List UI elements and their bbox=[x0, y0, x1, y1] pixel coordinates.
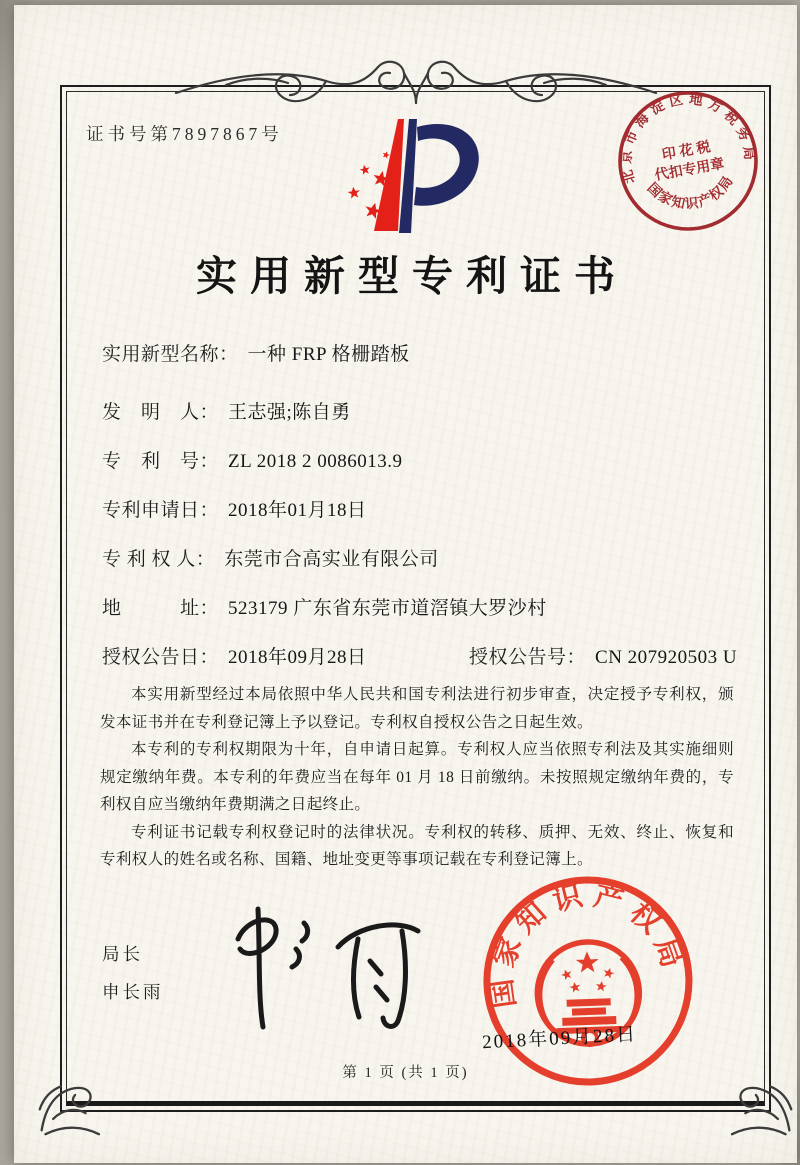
tax-stamp-line2: 代扣专用章 bbox=[653, 156, 726, 184]
seal-arc-text: 国家知识产权局 bbox=[485, 879, 688, 1011]
commissioner-signature bbox=[200, 903, 464, 1039]
field-label: 授权公告日： bbox=[102, 647, 220, 668]
field-value: 2018年09月28日 bbox=[228, 647, 367, 668]
tax-stamp-line1: 印 花 税 bbox=[660, 140, 712, 164]
field-value: 东莞市合高实业有限公司 bbox=[224, 549, 439, 570]
seal-date: 2018年09月28日 bbox=[481, 1024, 638, 1054]
field-label: 专 利 号： bbox=[102, 451, 220, 472]
legal-paragraph-3: 专利证书记载专利权登记时的法律状况。专利权的转移、质押、无效、终止、恢复和专利权人的姓名或名称、国籍、地址变更等事项记载在专利登记簿上。 bbox=[100, 823, 734, 868]
signatory-title: 局长 bbox=[102, 944, 143, 964]
certificate-title: 实用新型专利证书 bbox=[196, 253, 628, 299]
logo-blue-p bbox=[399, 119, 479, 233]
legal-text bbox=[100, 681, 734, 874]
field-list bbox=[102, 339, 750, 691]
tax-stamp-arc-top: 北京市海淀区地方税务局 bbox=[618, 91, 758, 186]
cnipa-logo bbox=[334, 115, 498, 237]
field-label: 发 明 人： bbox=[102, 402, 220, 423]
field-label: 专 利 权 人： bbox=[102, 549, 216, 570]
tax-stamp bbox=[600, 73, 776, 249]
certificate-number: 证书号第7897867号 bbox=[86, 124, 283, 144]
field-row-patent-number bbox=[102, 446, 750, 495]
field-value: 523179 广东省东莞市道滘镇大罗沙村 bbox=[228, 598, 547, 619]
certificate-paper bbox=[14, 5, 797, 1163]
field-value: ZL 2018 2 0086013.9 bbox=[228, 451, 403, 472]
field-row-filing-date bbox=[102, 495, 750, 544]
top-flourish-ornament bbox=[166, 53, 666, 123]
field-row-address bbox=[102, 593, 750, 642]
field-row-utility-model-name bbox=[102, 339, 750, 397]
tax-stamp-arc-bottom: 国家知识产权局 bbox=[644, 173, 736, 212]
field-label: 实用新型名称： bbox=[102, 344, 239, 365]
field-value: CN 207920503 U bbox=[595, 647, 738, 668]
field-row-inventor bbox=[102, 397, 750, 446]
field-label: 专利申请日： bbox=[102, 500, 220, 521]
signatory-name: 申长雨 bbox=[102, 982, 164, 1002]
page-footer: 第 1 页 (共 1 页) bbox=[342, 1065, 469, 1081]
field-value: 一种 FRP 格栅踏板 bbox=[247, 344, 410, 365]
logo-red-wedge bbox=[374, 119, 404, 231]
grant-number-group bbox=[469, 642, 737, 669]
field-value: 王志强;陈自勇 bbox=[228, 402, 351, 423]
field-row-patentee bbox=[102, 544, 750, 593]
legal-paragraph-2: 本专利的专利权期限为十年，自申请日起算。专利权人应当依照专利法及其实施细则规定缴纳年费。本专利的年费应当在每年 01 月 18 日前缴纳。未按照规定缴纳年费的，专利权自应当缴纳年费期满之日起终止。 bbox=[100, 741, 734, 813]
field-value: 2018年01月18日 bbox=[228, 500, 367, 521]
field-label: 授权公告号： bbox=[469, 647, 587, 668]
legal-paragraph-1: 本实用新型经过本局依照中华人民共和国专利法进行初步审查，决定授予专利权，颁发本证书并在专利登记簿上予以登记。专利权自授权公告之日起生效。 bbox=[100, 686, 734, 731]
field-label: 地 址： bbox=[102, 598, 220, 619]
